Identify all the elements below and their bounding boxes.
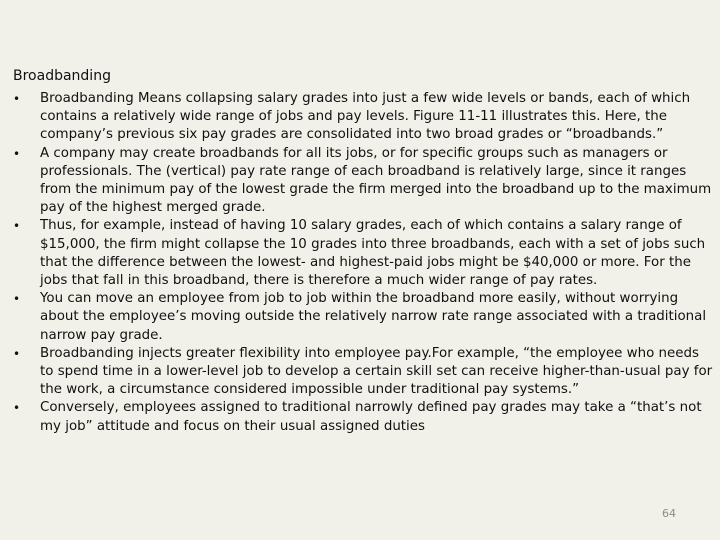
bullet-text: Conversely, employees assigned to traditional narrowly defined pay grades may take a “that’s not my job” attitude and focus on their usual assigned duties <box>40 400 702 434</box>
bullet-list <box>13 90 713 436</box>
bullet-text: A company may create broadbands for all its jobs, or for specific groups such as managers or professionals. The (vertical) pay rate range of each broadband is relatively large, since it ranges from the minimum pay of the lowest grade the firm merged into the broadband up to the maximum pay of the highest merged grade. <box>40 145 712 216</box>
bullet-item <box>13 145 713 218</box>
bullet-item <box>13 90 713 145</box>
bullet-item <box>13 290 713 345</box>
bullet-marker: • <box>13 92 21 106</box>
bullet-marker: • <box>13 146 21 161</box>
slide-heading: Broadbanding <box>13 68 111 84</box>
page-number: 64 <box>662 507 676 520</box>
bullet-marker: • <box>13 401 21 416</box>
bullet-marker: • <box>13 219 21 234</box>
bullet-text: Thus, for example, instead of having 10 salary grades, each of which contains a salary range of $15,000, the firm might collapse the 10 grades into three broadbands, each with a set of jobs such that the difference between the lowest- and highest-paid jobs might be $40,000 or more. For the jobs that fall in this broadband, there is therefore a much wider range of pay rates. <box>40 218 706 289</box>
bullet-text: You can move an employee from job to job within the broadband more easily, without worrying about the employee’s moving outside the relatively narrow rate range associated with a traditional narrow pay grade. <box>40 291 707 343</box>
bullet-text: Means collapsing salary grades into just a few wide levels or bands, each of which contains a relatively wide range of jobs and pay levels. Figure 11-11 illustrates this. Here, the company’s previous six pay grades are consolidated into two broad grades or “broadbands.” <box>40 91 691 143</box>
bullet-item <box>13 217 713 290</box>
bullet-lead-term: Broadbanding <box>40 91 134 106</box>
bullet-item <box>13 399 713 435</box>
bullet-item <box>13 345 713 400</box>
bullet-marker: • <box>13 346 21 361</box>
bullet-marker: • <box>13 292 21 307</box>
bullet-text: Broadbanding injects greater flexibility into employee pay.For example, “the employee who needs to spend time in a lower-level job to develop a certain skill set can receive higher-than-usual pay for the work, a circumstance considered impossible under traditional pay systems.” <box>40 345 713 398</box>
